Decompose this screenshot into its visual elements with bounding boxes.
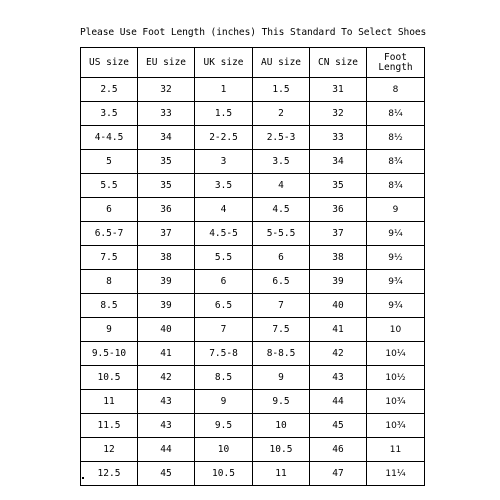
cell-foot-length: 10 (367, 318, 425, 342)
cell-au-size: 6.5 (253, 270, 310, 294)
table-row (81, 294, 425, 318)
cell-uk-size: 9.5 (195, 414, 253, 438)
cell-au-size: 10.5 (253, 438, 310, 462)
column-header-uk-size: UK size (195, 48, 253, 78)
cell-us-size: 11.5 (81, 414, 138, 438)
cell-us-size: 6.5-7 (81, 222, 138, 246)
cell-au-size: 8-8.5 (253, 342, 310, 366)
cell-cn-size: 43 (310, 366, 367, 390)
column-header-cn-size: CN size (310, 48, 367, 78)
cell-au-size: 4.5 (253, 198, 310, 222)
table-row (81, 390, 425, 414)
cell-uk-size: 9 (195, 390, 253, 414)
cell-foot-length: 10¾ (367, 414, 425, 438)
column-header-eu-size: EU size (138, 48, 195, 78)
cell-foot-length: 11 (367, 438, 425, 462)
cell-eu-size: 35 (138, 174, 195, 198)
cell-cn-size: 46 (310, 438, 367, 462)
table-row (81, 174, 425, 198)
cell-uk-size: 7 (195, 318, 253, 342)
cell-cn-size: 38 (310, 246, 367, 270)
cell-cn-size: 31 (310, 78, 367, 102)
cell-au-size: 2 (253, 102, 310, 126)
table-row (81, 78, 425, 102)
table-header-row (81, 48, 425, 78)
table-row (81, 270, 425, 294)
cell-us-size: 11 (81, 390, 138, 414)
cell-eu-size: 36 (138, 198, 195, 222)
cell-eu-size: 39 (138, 294, 195, 318)
table-row (81, 102, 425, 126)
cell-foot-length: 10¾ (367, 390, 425, 414)
cell-foot-length: 9¼ (367, 222, 425, 246)
cell-eu-size: 45 (138, 462, 195, 486)
cell-cn-size: 45 (310, 414, 367, 438)
cell-eu-size: 43 (138, 390, 195, 414)
cell-eu-size: 43 (138, 414, 195, 438)
cell-au-size: 2.5-3 (253, 126, 310, 150)
cell-cn-size: 35 (310, 174, 367, 198)
cell-uk-size: 1 (195, 78, 253, 102)
cell-uk-size: 8.5 (195, 366, 253, 390)
table-row (81, 222, 425, 246)
cell-foot-length: 9 (367, 198, 425, 222)
cell-cn-size: 42 (310, 342, 367, 366)
page-title: Please Use Foot Length (inches) This Standard To Select Shoes (80, 27, 427, 38)
cell-au-size: 7.5 (253, 318, 310, 342)
cell-uk-size: 10.5 (195, 462, 253, 486)
cell-uk-size: 7.5-8 (195, 342, 253, 366)
cell-uk-size: 1.5 (195, 102, 253, 126)
cell-us-size: 7.5 (81, 246, 138, 270)
cell-eu-size: 33 (138, 102, 195, 126)
cell-uk-size: 6.5 (195, 294, 253, 318)
table-row (81, 126, 425, 150)
table-row (81, 198, 425, 222)
cell-us-size: 5 (81, 150, 138, 174)
cell-foot-length: 8¾ (367, 174, 425, 198)
table-row (81, 462, 425, 486)
cell-us-size: 9 (81, 318, 138, 342)
cell-uk-size: 3 (195, 150, 253, 174)
cell-eu-size: 35 (138, 150, 195, 174)
table-row (81, 318, 425, 342)
cell-cn-size: 32 (310, 102, 367, 126)
cell-eu-size: 39 (138, 270, 195, 294)
cell-au-size: 5-5.5 (253, 222, 310, 246)
cell-au-size: 10 (253, 414, 310, 438)
cell-cn-size: 33 (310, 126, 367, 150)
cell-uk-size: 10 (195, 438, 253, 462)
table-row (81, 246, 425, 270)
cell-eu-size: 37 (138, 222, 195, 246)
cell-eu-size: 42 (138, 366, 195, 390)
cell-foot-length: 9½ (367, 246, 425, 270)
cell-eu-size: 32 (138, 78, 195, 102)
table-row (81, 438, 425, 462)
cell-uk-size: 6 (195, 270, 253, 294)
cell-us-size: 3.5 (81, 102, 138, 126)
cell-us-size: 2.5 (81, 78, 138, 102)
cell-foot-length: 11¼ (367, 462, 425, 486)
table-row (81, 414, 425, 438)
cell-au-size: 11 (253, 462, 310, 486)
cell-us-size: 6 (81, 198, 138, 222)
stray-mark (82, 477, 84, 479)
cell-au-size: 1.5 (253, 78, 310, 102)
table-row (81, 150, 425, 174)
cell-foot-length: 8¾ (367, 150, 425, 174)
cell-cn-size: 36 (310, 198, 367, 222)
size-chart-table (80, 47, 425, 486)
cell-us-size: 10.5 (81, 366, 138, 390)
column-header-foot-length: Foot Length (367, 48, 425, 78)
cell-foot-length: 8¼ (367, 102, 425, 126)
cell-cn-size: 40 (310, 294, 367, 318)
cell-cn-size: 47 (310, 462, 367, 486)
cell-foot-length: 10¼ (367, 342, 425, 366)
table-row (81, 342, 425, 366)
cell-foot-length: 9¾ (367, 294, 425, 318)
cell-foot-length: 8½ (367, 126, 425, 150)
cell-us-size: 8.5 (81, 294, 138, 318)
cell-foot-length: 8 (367, 78, 425, 102)
cell-cn-size: 37 (310, 222, 367, 246)
cell-eu-size: 40 (138, 318, 195, 342)
cell-au-size: 9 (253, 366, 310, 390)
cell-uk-size: 3.5 (195, 174, 253, 198)
table-body (81, 78, 425, 486)
cell-uk-size: 4.5-5 (195, 222, 253, 246)
cell-foot-length: 10½ (367, 366, 425, 390)
cell-eu-size: 34 (138, 126, 195, 150)
cell-uk-size: 5.5 (195, 246, 253, 270)
cell-us-size: 5.5 (81, 174, 138, 198)
cell-us-size: 8 (81, 270, 138, 294)
cell-au-size: 7 (253, 294, 310, 318)
cell-us-size: 12 (81, 438, 138, 462)
cell-au-size: 6 (253, 246, 310, 270)
cell-au-size: 9.5 (253, 390, 310, 414)
cell-us-size: 9.5-10 (81, 342, 138, 366)
column-header-au-size: AU size (253, 48, 310, 78)
cell-cn-size: 41 (310, 318, 367, 342)
cell-us-size: 4-4.5 (81, 126, 138, 150)
column-header-us-size: US size (81, 48, 138, 78)
cell-uk-size: 2-2.5 (195, 126, 253, 150)
cell-cn-size: 34 (310, 150, 367, 174)
cell-au-size: 4 (253, 174, 310, 198)
table-row (81, 366, 425, 390)
cell-eu-size: 44 (138, 438, 195, 462)
cell-eu-size: 41 (138, 342, 195, 366)
cell-cn-size: 39 (310, 270, 367, 294)
cell-eu-size: 38 (138, 246, 195, 270)
cell-cn-size: 44 (310, 390, 367, 414)
cell-au-size: 3.5 (253, 150, 310, 174)
cell-us-size: 12.5 (81, 462, 138, 486)
cell-foot-length: 9¾ (367, 270, 425, 294)
cell-uk-size: 4 (195, 198, 253, 222)
